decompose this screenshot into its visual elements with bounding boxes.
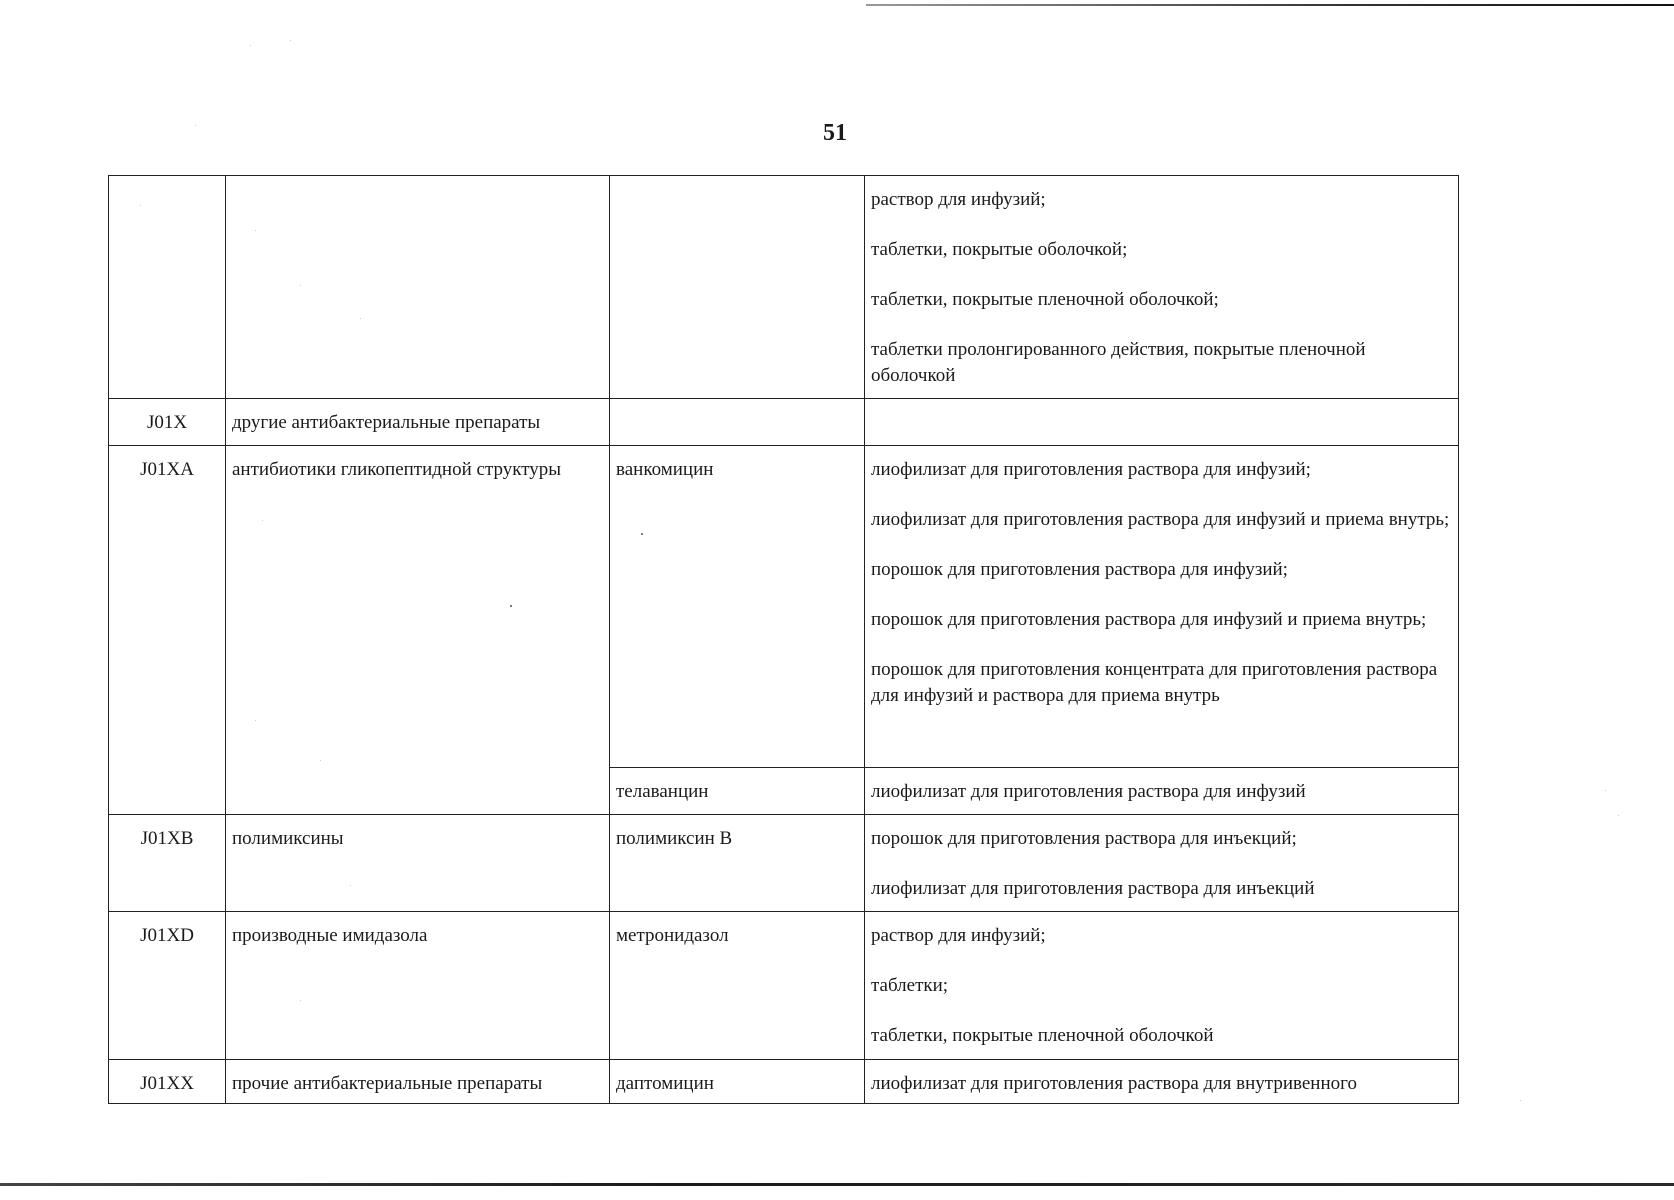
bottom-rule (0, 1183, 1674, 1186)
forms-cell (865, 768, 1459, 815)
dosage-form: таблетки, покрытые пленочной оболочкой; (871, 289, 1219, 310)
dosage-form: раствор для инфузий; (871, 189, 1046, 210)
dosage-form: таблетки, покрытые оболочкой; (871, 239, 1128, 260)
scan-speck (250, 45, 251, 46)
dosage-form: порошок для приготовления раствора для инфузий и приема внутрь; (871, 609, 1427, 630)
dosage-form: лиофилизат для приготовления раствора для инъекций (871, 878, 1315, 899)
scan-speck (1618, 815, 1619, 816)
scan-speck (255, 230, 256, 231)
top-rule (866, 4, 1674, 6)
drug-cell: ванкомицин (610, 446, 865, 768)
table-row (109, 176, 1459, 399)
scan-speck (320, 760, 321, 761)
scan-speck (140, 205, 141, 206)
atc-code-cell: J01XD (109, 912, 226, 1060)
group-cell (226, 176, 610, 399)
scan-speck (300, 285, 301, 286)
table-row (109, 446, 1459, 768)
atc-code-cell: J01X (109, 399, 226, 446)
drug-cell (610, 399, 865, 446)
forms-cell (865, 1060, 1459, 1104)
table-row (109, 815, 1459, 912)
forms-cell (865, 176, 1459, 399)
scan-speck (300, 1000, 301, 1001)
scan-speck (255, 720, 256, 721)
dosage-form: таблетки пролонгированного действия, покрытые пленочной оболочкой (871, 339, 1366, 386)
scan-speck (290, 40, 291, 41)
group-cell: прочие антибактериальные препараты (226, 1060, 610, 1104)
drug-cell: полимиксин В (610, 815, 865, 912)
drug-cell: метронидазол (610, 912, 865, 1060)
dosage-form: порошок для приготовления раствора для инъекций; (871, 828, 1297, 849)
group-cell: производные имидазола (226, 912, 610, 1060)
group-cell: полимиксины (226, 815, 610, 912)
scan-speck (195, 125, 196, 126)
scan-speck (350, 885, 351, 886)
drug-cell: даптомицин (610, 1060, 865, 1104)
drug-table (108, 175, 1459, 1104)
table-row (109, 399, 1459, 446)
table-row (109, 1060, 1459, 1104)
drug-table-wrapper (108, 175, 1458, 1104)
scan-speck (360, 318, 361, 319)
dosage-form: таблетки, покрытые пленочной оболочкой (871, 1025, 1214, 1046)
group-cell: антибиотики гликопептидной структуры (226, 446, 610, 815)
page-number: 51 (823, 120, 847, 146)
forms-cell (865, 399, 1459, 446)
scan-speck (262, 520, 263, 521)
table-row (109, 912, 1459, 1060)
scan-speck (1605, 790, 1606, 791)
forms-cell (865, 446, 1459, 768)
drug-cell (610, 176, 865, 399)
atc-code-cell (109, 176, 226, 399)
dosage-form: раствор для инфузий; (871, 925, 1046, 946)
dosage-form: лиофилизат для приготовления раствора для инфузий; (871, 459, 1311, 480)
scan-speck (510, 605, 512, 607)
group-cell: другие антибактериальные препараты (226, 399, 610, 446)
atc-code-cell: J01XX (109, 1060, 226, 1104)
atc-code-cell: J01XA (109, 446, 226, 815)
scan-speck (1520, 1100, 1521, 1101)
dosage-form: порошок для приготовления раствора для инфузий; (871, 559, 1288, 580)
forms-cell (865, 815, 1459, 912)
dosage-form: таблетки; (871, 975, 949, 996)
dosage-form: лиофилизат для приготовления раствора для внутривенного (871, 1073, 1357, 1094)
atc-code-cell: J01XB (109, 815, 226, 912)
dosage-form: лиофилизат для приготовления раствора для инфузий и приема внутрь; (871, 509, 1450, 530)
scan-speck (641, 533, 643, 535)
drug-cell: телаванцин (610, 768, 865, 815)
dosage-form: порошок для приготовления концентрата для приготовления раствора для инфузий и раствора для приема внутрь (871, 659, 1438, 706)
dosage-form: лиофилизат для приготовления раствора для инфузий (871, 781, 1306, 802)
forms-cell (865, 912, 1459, 1060)
